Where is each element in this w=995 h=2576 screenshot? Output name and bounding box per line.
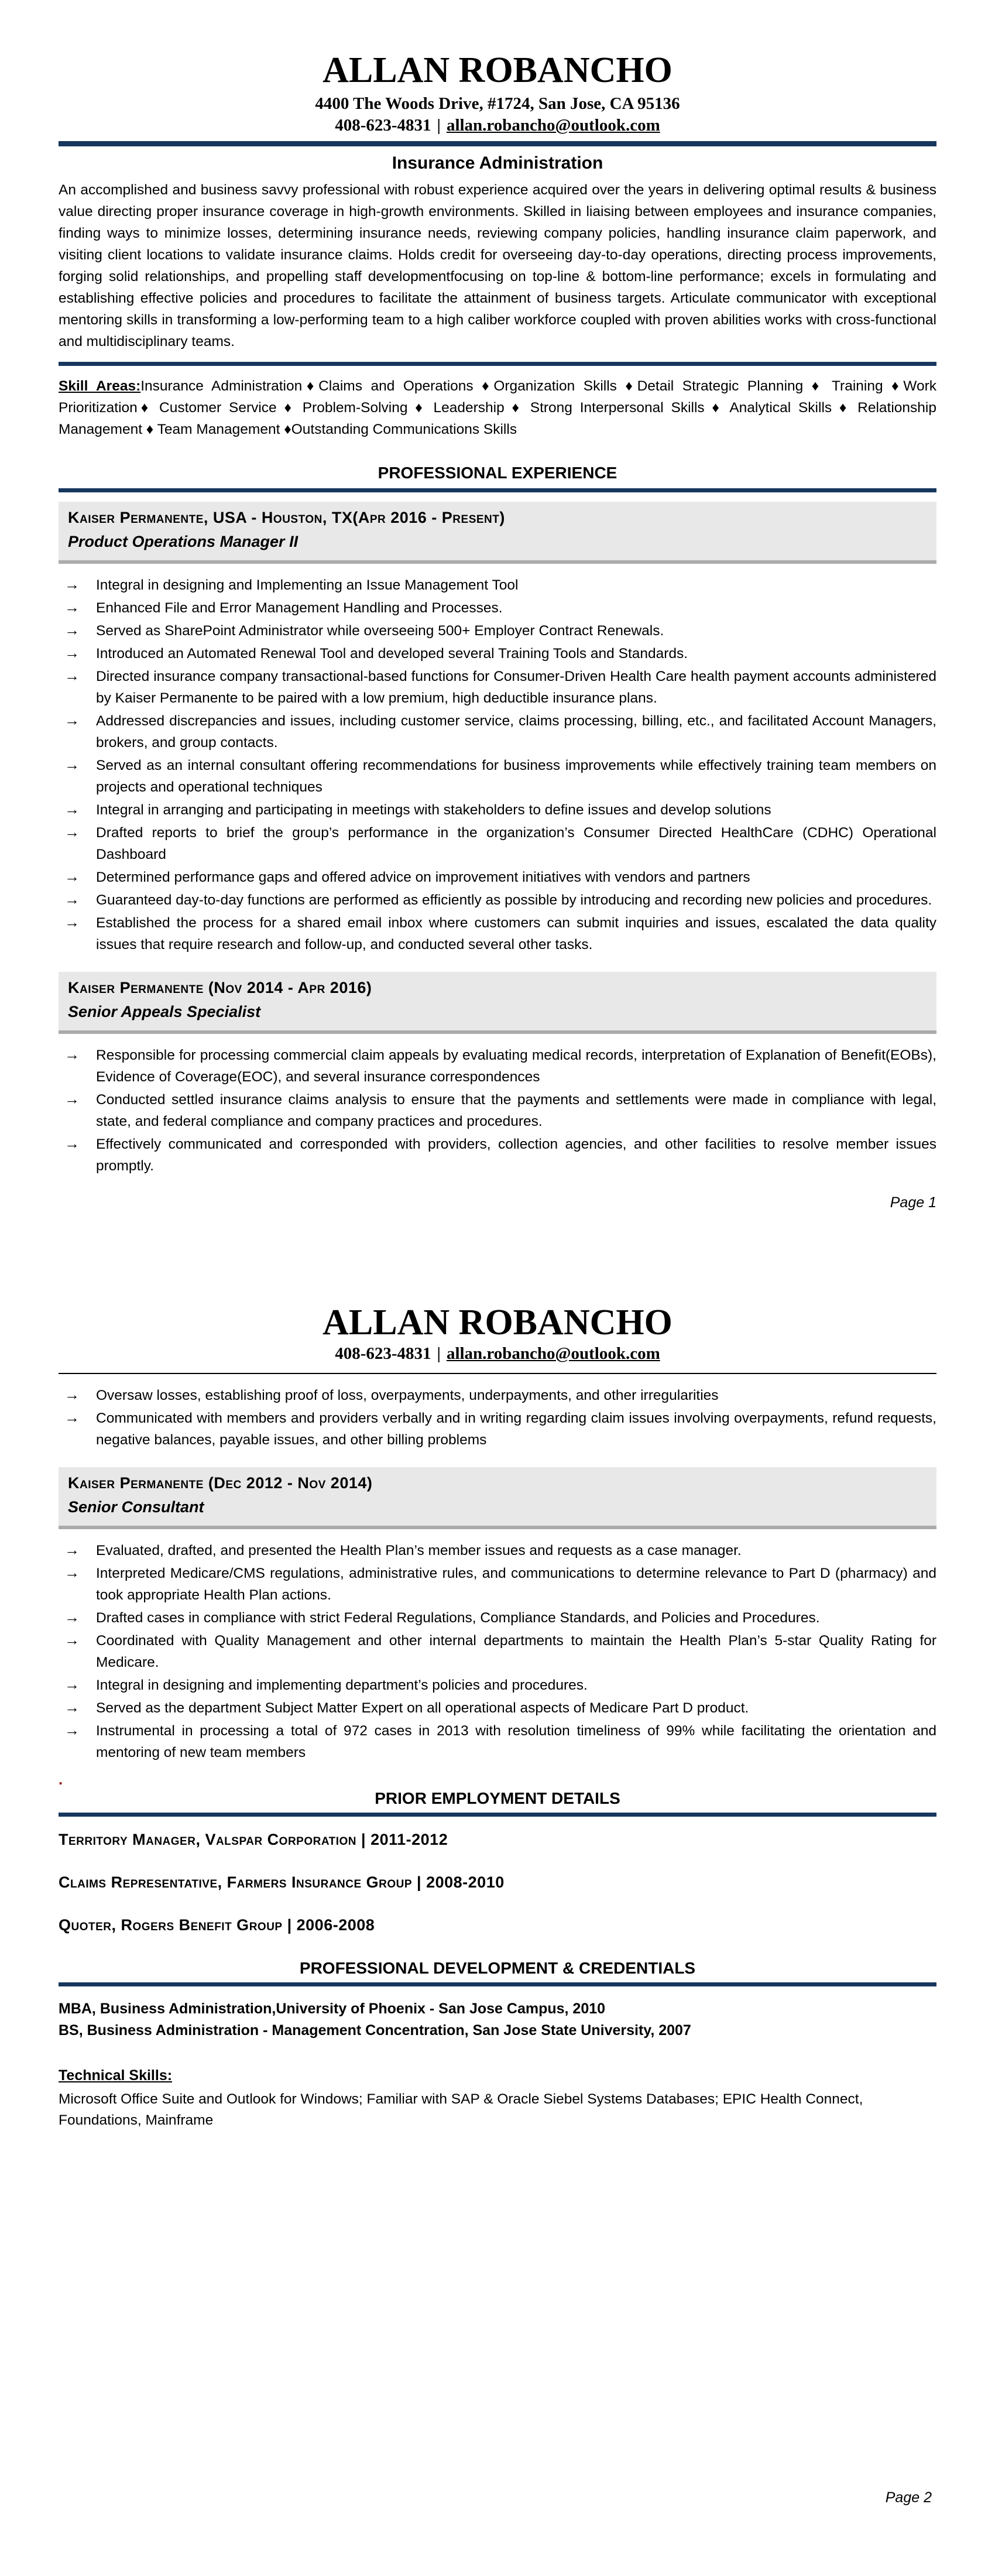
bullet-text: Oversaw losses, establishing proof of loss, overpayments, underpayments, and other irregularities: [96, 1388, 719, 1404]
bullet-item: [59, 889, 936, 911]
job-header-product-operations-manager: [59, 502, 936, 564]
arrow-bullet-icon: →: [64, 890, 80, 909]
resume-headline: Insurance Administration: [392, 153, 603, 173]
arrow-bullet-icon: →: [64, 667, 80, 685]
bullet-item: [59, 597, 936, 619]
bullet-text: Integral in arranging and participating in meetings with stakeholders to define issues and develop solutions: [96, 802, 771, 818]
contact-line-page2: [59, 1344, 936, 1364]
bullet-item: [59, 1133, 936, 1177]
page-2-title: ALLAN ROBANCHO: [322, 1303, 673, 1343]
bullet-text: Enhanced File and Error Management Handling and Processes.: [96, 600, 503, 616]
bullet-text: Served as an internal consultant offering recommendations for business improvements while effectively training team members on projects and operational techniques: [96, 758, 936, 796]
bullet-text: Responsible for processing commercial claim appeals by evaluating medical records, interpretation of Explanation of Benefit(EOBs), Evidence of Coverage(EOC), and several insurance correspondences: [96, 1047, 936, 1085]
bullet-item: [59, 1540, 936, 1561]
education-line: BS, Business Administration - Management Concentration, San Jose State University, 2007: [59, 2022, 691, 2039]
bullet-item: [59, 1563, 936, 1606]
bullet-text: Interpreted Medicare/CMS regulations, administrative rules, and communications to determine relevance to Part D (pharmacy) and took appropriate Health Plan actions.: [96, 1566, 936, 1604]
bullet-item: [59, 620, 936, 642]
page-2-footer: Page 2: [885, 2489, 932, 2506]
arrow-bullet-icon: →: [64, 1608, 80, 1626]
arrow-bullet-icon: →: [64, 800, 80, 818]
arrow-bullet-icon: →: [64, 1564, 80, 1582]
bullet-text: Drafted reports to brief the group’s performance in the organization’s Consumer Directed HealthCare (CDHC) Operational Dashboard: [96, 825, 936, 863]
section-heading-prior-employment: PRIOR EMPLOYMENT DETAILS: [375, 1789, 620, 1808]
bullet-item: [59, 755, 936, 798]
bullet-item: [59, 666, 936, 709]
job-company-line: Kaiser Permanente, USA - Houston, TX(Apr 2016 - Present): [68, 509, 505, 527]
summary-paragraph: An accomplished and business savvy professional with robust experience acquired over the years in delivering optimal results & business value directing proper insurance coverage in high-growth environments. Skilled in liaising between employees and insurance companies, finding ways to minimize losses, determining insurance needs, reviewing company policies, handling insurance claim paperwork, and visiting client locations to validate insurance claims. Holds credit for overseeing day-to-day operations, directing process improvements, forging solid relationships, and propelling staff developmentfocusing on top-line & bottom-line performance; excels in formulating and establishing effective policies and procedures to facilitate the attainment of business targets. Articulate communicator with exceptional mentoring skills in transforming a low-performing team to a high caliber workforce coupled with proven abilities works with cross-functional and multidisciplinary teams.: [59, 182, 936, 350]
education-list: [59, 1998, 936, 2041]
experience-divider: [59, 488, 936, 492]
bullet-text: Drafted cases in compliance with strict Federal Regulations, Compliance Standards, and Policies and Procedures.: [96, 1610, 820, 1626]
bullet-item: [59, 1407, 936, 1451]
arrow-bullet-icon: →: [64, 711, 80, 729]
bullet-item: [59, 1385, 936, 1406]
bullet-text: Guaranteed day-to-day functions are performed as efficiently as possible by introducing and recording new policies and procedures.: [96, 892, 932, 909]
bullet-text: Coordinated with Quality Management and other internal departments to maintain the Health Plan’s 5-star Quality Rating for Medicare.: [96, 1633, 936, 1671]
job-title-line: Senior Consultant: [68, 1498, 204, 1516]
address-line: 4400 The Woods Drive, #1724, San Jose, CA 95136: [315, 94, 680, 114]
skills-top-divider: [59, 362, 936, 366]
bullet-item: [59, 1607, 936, 1629]
bullet-item: [59, 799, 936, 821]
arrow-bullet-icon: →: [64, 1090, 80, 1108]
prior-employment-list: [59, 1831, 936, 1934]
prior-employment-line: Territory Manager, Valspar Corporation | 2011-2012: [59, 1831, 448, 1849]
contact-separator: |: [437, 1344, 441, 1364]
arrow-bullet-icon: →: [64, 1135, 80, 1153]
bullet-text: Conducted settled insurance claims analysis to ensure that the payments and settlements were made in compliance with legal, state, and federal compliance and company practices and procedures.: [96, 1092, 936, 1130]
bullet-item: [59, 866, 936, 888]
arrow-bullet-icon: →: [64, 1046, 80, 1064]
arrow-bullet-icon: →: [64, 598, 80, 616]
education-line: MBA, Business Administration,University of Phoenix - San Jose Campus, 2010: [59, 2000, 606, 2017]
arrow-bullet-icon: →: [64, 1386, 80, 1404]
bullet-text: Determined performance gaps and offered advice on improvement initiatives with vendors and partners: [96, 869, 750, 886]
skill-areas-label: Skill Areas:: [59, 378, 141, 395]
arrow-bullet-icon: →: [64, 621, 80, 639]
page-1: [0, 0, 995, 1211]
prior-employment-line: Claims Representative, Farmers Insurance Group | 2008-2010: [59, 1873, 505, 1892]
arrow-bullet-icon: →: [64, 868, 80, 886]
bullet-text: Instrumental in processing a total of 972 cases in 2013 with resolution timeliness of 99% while facilitating the orientation and mentoring of new team members: [96, 1723, 936, 1761]
arrow-bullet-icon: →: [64, 1541, 80, 1559]
bullet-item: [59, 1697, 936, 1719]
arrow-bullet-icon: →: [64, 644, 80, 662]
arrow-bullet-icon: →: [64, 913, 80, 931]
job1-bullet-list: [59, 574, 936, 955]
bullet-item: [59, 1720, 936, 1763]
bullet-item: [59, 1044, 936, 1088]
job-title-line: Senior Appeals Specialist: [68, 1003, 261, 1021]
bullet-item: [59, 574, 936, 596]
job-header-senior-appeals-specialist: [59, 972, 936, 1034]
phone-number: 408-623-4831: [335, 1344, 431, 1364]
bullet-item: [59, 1630, 936, 1673]
bullet-text: Directed insurance company transactional-based functions for Consumer-Driven Health Care health payment accounts administered by Kaiser Permanente to be paired with a low premium, high deductible insurance plans.: [96, 669, 936, 707]
prior-employment-line: Quoter, Rogers Benefit Group | 2006-2008: [59, 1916, 375, 1934]
job2-bullet-list: [59, 1044, 936, 1177]
bullet-text: Addressed discrepancies and issues, including customer service, claims processing, billing, etc., and facilitated Account Managers, brokers, and group contacts.: [96, 713, 936, 751]
bullet-item: [59, 822, 936, 865]
bullet-text: Evaluated, drafted, and presented the Health Plan’s member issues and requests as a case manager.: [96, 1543, 742, 1559]
bullet-text: Served as the department Subject Matter Expert on all operational aspects of Medicare Part D product.: [96, 1700, 749, 1717]
page-2: [0, 1211, 995, 2506]
prior-employment-divider: [59, 1813, 936, 1817]
bullet-item: [59, 710, 936, 753]
stray-period-mark: .: [59, 1770, 63, 1789]
bullet-item: [59, 643, 936, 664]
arrow-bullet-icon: →: [64, 1676, 80, 1694]
header-divider: [59, 141, 936, 146]
bullet-text: Served as SharePoint Administrator while overseeing 500+ Employer Contract Renewals.: [96, 623, 664, 639]
arrow-bullet-icon: →: [64, 756, 80, 774]
page-1-footer: Page 1: [890, 1194, 936, 1211]
bullet-text: Introduced an Automated Renewal Tool and developed several Training Tools and Standards.: [96, 646, 688, 662]
bullet-item: [59, 1674, 936, 1696]
job-company-line: Kaiser Permanente (Nov 2014 - Apr 2016): [68, 979, 372, 997]
job-company-line: Kaiser Permanente (Dec 2012 - Nov 2014): [68, 1474, 373, 1492]
contact-line: [59, 116, 936, 135]
technical-skills-label: Technical Skills:: [59, 2067, 173, 2084]
bullet-text: Integral in designing and implementing department’s policies and procedures.: [96, 1677, 588, 1694]
technical-skills-text: Microsoft Office Suite and Outlook for Windows; Familiar with SAP & Oracle Siebel Systems Databases; EPIC Health Connect, Foundations, Mainframe: [59, 2091, 863, 2129]
arrow-bullet-icon: →: [64, 823, 80, 841]
email-link[interactable]: allan.robancho@outlook.com: [446, 1344, 660, 1364]
job-header-senior-consultant: [59, 1467, 936, 1529]
phone-number: 408-623-4831: [335, 116, 431, 135]
job-title-line: Product Operations Manager II: [68, 533, 298, 551]
arrow-bullet-icon: →: [64, 1721, 80, 1739]
arrow-bullet-icon: →: [64, 1698, 80, 1717]
bullet-item: [59, 912, 936, 955]
section-heading-experience: PROFESSIONAL EXPERIENCE: [378, 464, 617, 482]
page-title: ALLAN ROBANCHO: [322, 50, 673, 90]
page2-header-divider: [59, 1373, 936, 1374]
bullet-text: Integral in designing and Implementing an Issue Management Tool: [96, 577, 519, 594]
credentials-divider: [59, 1982, 936, 1986]
bullet-item: [59, 1089, 936, 1132]
arrow-bullet-icon: →: [64, 1409, 80, 1427]
section-heading-credentials: PROFESSIONAL DEVELOPMENT & CREDENTIALS: [299, 1959, 696, 1978]
bullet-text: Established the process for a shared email inbox where customers can submit inquiries and issues, escalated the data quality issues that require research and follow-up, and conducted several other tasks.: [96, 915, 936, 953]
arrow-bullet-icon: →: [64, 1631, 80, 1649]
bullet-text: Communicated with members and providers verbally and in writing regarding claim issues involving overpayments, refund requests, negative balances, payable issues, and other billing problems: [96, 1410, 936, 1448]
skill-areas-paragraph: [59, 375, 936, 440]
continuation-bullet-list: [59, 1385, 936, 1451]
skill-areas-text: Insurance Administration♦Claims and Operations ♦Organization Skills ♦Detail Strategic Planning ♦ Training ♦Work Prioritization♦ Customer Service ♦ Problem-Solving ♦ Leadership ♦ Strong Interpersonal Skills ♦ Analytical Skills ♦ Relationship Management ♦ Team Management ♦Outstanding Communications Skills: [59, 378, 936, 438]
email-link[interactable]: allan.robancho@outlook.com: [446, 116, 660, 135]
contact-separator: |: [437, 116, 441, 135]
arrow-bullet-icon: →: [64, 576, 80, 594]
job3-bullet-list: [59, 1540, 936, 1763]
bullet-text: Effectively communicated and corresponded with providers, collection agencies, and other facilities to resolve member issues promptly.: [96, 1136, 936, 1174]
